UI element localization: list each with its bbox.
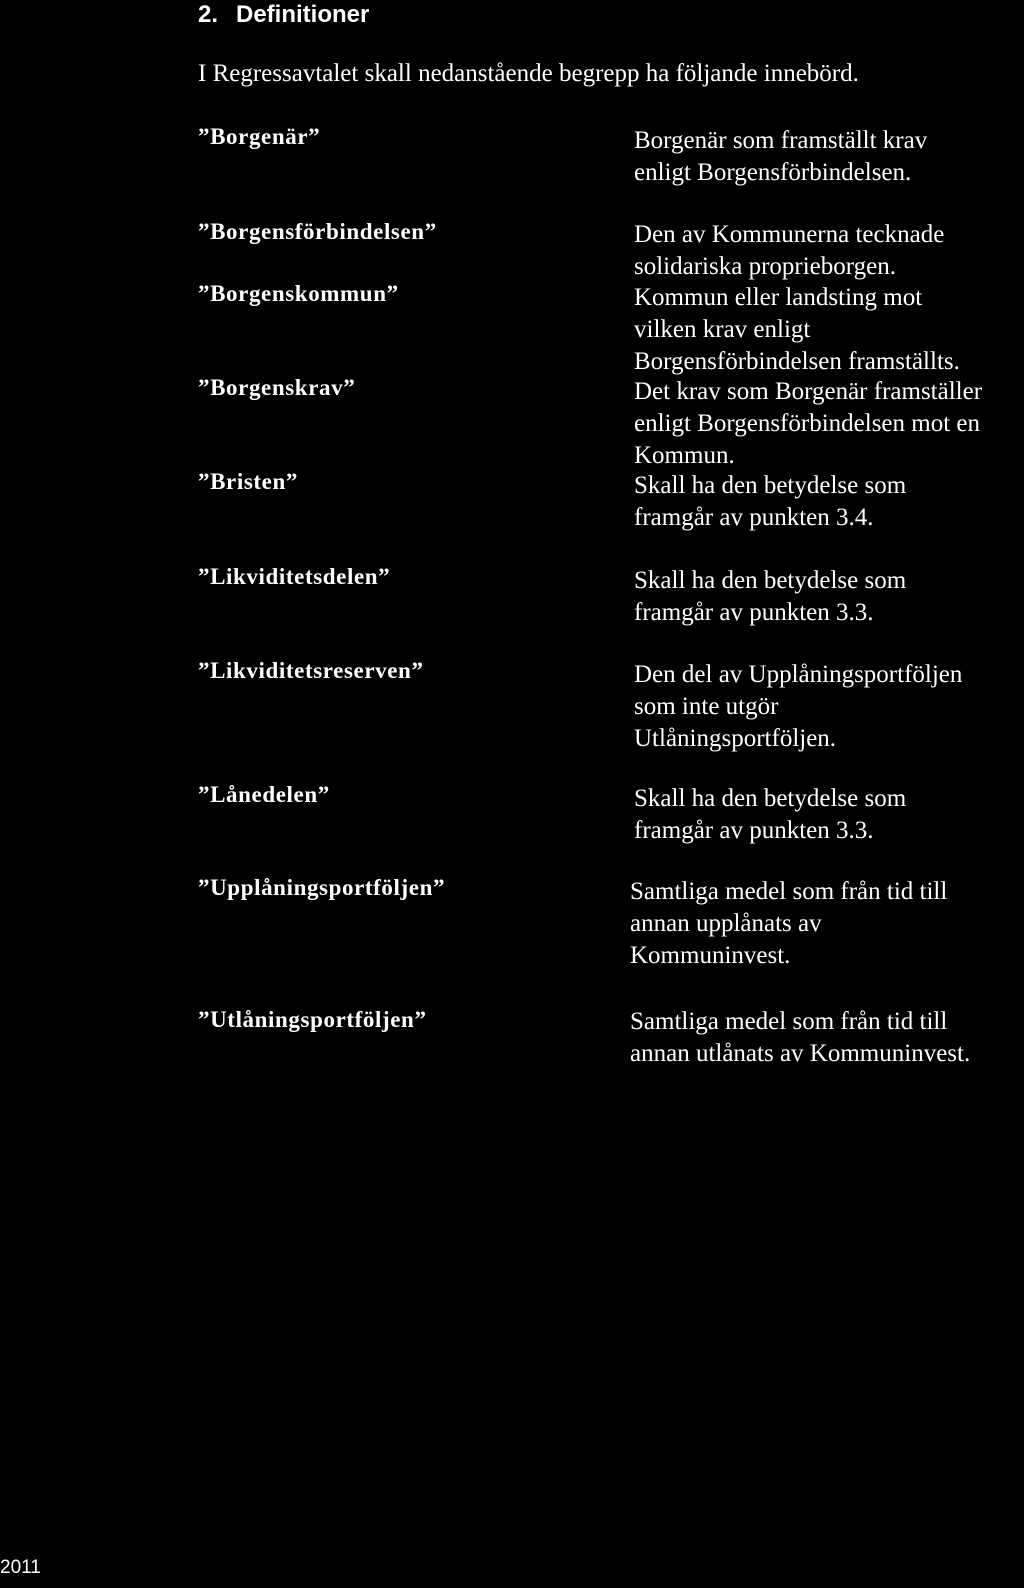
definition-text: Den av Kommunerna tecknade solidariska proprieborgen. [634, 221, 945, 280]
section-number: 2. [198, 1, 219, 28]
definition-term: ”Utlåningsportföljen” [198, 1007, 427, 1032]
definition-text: Skall ha den betydelse som framgår av punkten 3.3. [634, 567, 907, 626]
definition-text: Samtliga medel som från tid till annan upplånats av Kommuninvest. [630, 878, 948, 969]
definition-text: Borgenär som framställt krav enligt Borgensförbindelsen. [634, 127, 928, 186]
definition-term: ”Upplåningsportföljen” [198, 875, 446, 900]
intro-paragraph: I Regressavtalet skall nedanstående begrepp ha följande innebörd. [198, 60, 859, 87]
definition-text: Det krav som Borgenär framställer enligt Borgensförbindelsen mot en Kommun. [634, 378, 983, 469]
definition-term: ”Borgensförbindelsen” [198, 219, 437, 244]
definition-term: ”Lånedelen” [198, 782, 330, 807]
definition-term: ”Bristen” [198, 469, 298, 494]
definition-text: Skall ha den betydelse som framgår av punkten 3.4. [634, 472, 907, 531]
footer-year: 2011 [0, 1557, 41, 1578]
section-heading [198, 0, 369, 30]
definition-term: ”Borgenskrav” [198, 375, 356, 400]
definition-text: Kommun eller landsting mot vilken krav enligt Borgensförbindelsen framställts. [634, 284, 960, 375]
definition-text: Samtliga medel som från tid till annan utlånats av Kommuninvest. [630, 1008, 971, 1067]
definition-text: Den del av Upplåningsportföljen som inte utgör Utlåningsportföljen. [634, 661, 963, 752]
definition-text: Skall ha den betydelse som framgår av punkten 3.3. [634, 785, 907, 844]
definition-term: ”Borgenskommun” [198, 281, 399, 306]
section-title: Definitioner [236, 1, 370, 28]
definition-term: ”Borgenär” [198, 124, 321, 149]
definition-term: ”Likviditetsreserven” [198, 658, 424, 683]
definition-term: ”Likviditetsdelen” [198, 564, 391, 589]
